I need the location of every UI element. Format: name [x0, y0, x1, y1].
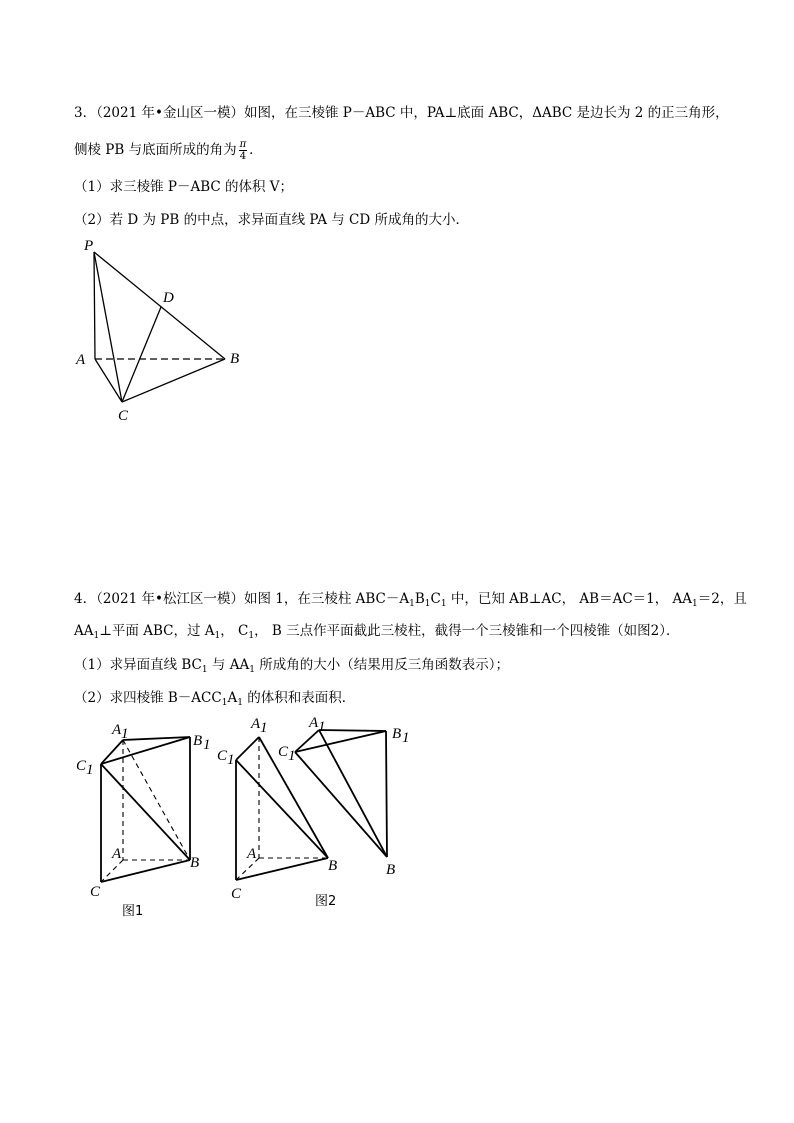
problem4-q2-part: 的体积和表面积．	[242, 690, 356, 706]
edge-PB	[94, 252, 225, 359]
fig2r-label-B: B	[386, 862, 396, 878]
fig2r-sub: 1	[402, 730, 410, 746]
fig2r-edge-C1B1	[295, 731, 386, 752]
subscript: 1	[214, 631, 221, 641]
fig1-label-C: C	[90, 884, 101, 900]
problem4-q1-part: （1）求异面直线 BC	[74, 657, 202, 673]
problem3-question2: （2）若 D 为 PB 的中点，求异面直线 PA 与 CD 所成角的大小．	[74, 212, 469, 228]
problem4-q1-part: 与 AA	[207, 657, 250, 673]
problem4-line2-part: ， B 三点作平面截此三棱柱，截得一个三棱锥和一个四棱锥（如图2）．	[254, 623, 680, 639]
angle-denominator: 4	[239, 151, 247, 162]
label-P: P	[84, 238, 94, 254]
subscript: 1	[440, 599, 447, 609]
fig2-label-C1: C	[217, 748, 228, 764]
fig1-hidden-A1B	[123, 740, 190, 860]
fig2-sub: 1	[227, 752, 235, 768]
subscript: 1	[237, 698, 243, 708]
fig2r-sub: 1	[288, 748, 296, 764]
subscript: 1	[248, 631, 255, 641]
fig2-label-B: B	[328, 858, 338, 874]
fig1-caption: 图1	[122, 904, 144, 919]
fig2-edge-C1A1	[236, 737, 259, 760]
angle-fraction	[239, 139, 248, 162]
fig1-label-C1: C	[76, 758, 87, 774]
prism-figures	[70, 712, 420, 922]
fig2r-edge-C1B	[295, 752, 387, 857]
problem3-line2-text: 侧棱 PB 与底面所成的角为	[74, 142, 237, 158]
problem4-q1-part: 所成角的大小（结果用反三角函数表示）；	[254, 657, 509, 673]
angle-numerator: π	[239, 139, 247, 150]
fig2-caption: 图2	[315, 894, 337, 909]
subscript: 1	[93, 631, 100, 641]
fig2r-sub: 1	[318, 719, 326, 735]
subscript: 1	[409, 599, 415, 609]
label-A: A	[76, 352, 86, 368]
fig2r-label-B1: B	[392, 726, 402, 742]
fig1-label-B: B	[190, 855, 200, 871]
subscript: 1	[201, 665, 208, 675]
fig1-label-B1: B	[193, 733, 203, 749]
problem4-line1-part: 4．（2021 年•松江区一模）如图 1，在三棱柱 ABC－A	[74, 591, 410, 607]
label-D: D	[163, 290, 174, 306]
fig1-label-A1: A	[112, 722, 122, 738]
fig2-label-A1: A	[251, 716, 261, 732]
problem4-line2-part: AA	[74, 623, 94, 639]
edge-PA	[94, 252, 95, 359]
fig2r-edge-A1B	[319, 730, 387, 857]
fig2r-edge-A1B1	[319, 730, 386, 731]
problem4-line2-part: ， C	[220, 623, 249, 639]
problem4-line1	[74, 590, 747, 613]
problem4-line1-part: 中，已知 AB⊥AC， AB＝AC＝1， AA	[446, 591, 693, 607]
fig1-sub: 1	[121, 726, 129, 742]
problem4-line2	[74, 622, 679, 645]
fig1-label-A: A	[112, 846, 122, 862]
problem3-question1: （1）求三棱锥 P－ABC 的体积 V；	[74, 179, 294, 195]
problem3-line1: 3．（2021 年•金山区一模）如图，在三棱锥 P－ABC 中，PA⊥底面 ABC，ΔABC 是边长为 2 的正三角形，	[74, 105, 729, 121]
problem4-question1	[74, 656, 509, 679]
problem3-line2	[74, 139, 263, 162]
label-C: C	[118, 408, 129, 424]
tetrahedron-figure	[70, 232, 260, 428]
subscript: 1	[249, 665, 255, 675]
fig1-sub: 1	[86, 762, 94, 778]
fig2r-label-C1: C	[278, 744, 289, 760]
fig2-label-A: A	[247, 846, 257, 862]
problem3-line2-end: ．	[249, 142, 263, 158]
fig1-edge-CB	[101, 860, 190, 882]
problem4-line1-part: C	[430, 591, 441, 607]
problem4-q2-part: （2）求四棱锥 B－ACC	[74, 690, 222, 706]
problem4-q2-part: A	[227, 690, 238, 706]
fig2-sub: 1	[260, 720, 268, 736]
problem4-line2-part: ⊥平面 ABC，过 A	[99, 623, 215, 639]
fig2r-edge-B1B	[386, 731, 387, 857]
problem4-line1-part: ＝2，且	[697, 591, 747, 607]
subscript: 1	[424, 599, 431, 609]
fig1-sub: 1	[203, 737, 211, 753]
label-B: B	[230, 351, 240, 367]
problem4-line1-part: B	[414, 591, 425, 607]
problem4-question2	[74, 689, 355, 712]
fig2r-label-A1: A	[309, 715, 319, 731]
subscript: 1	[221, 698, 228, 708]
subscript: 1	[692, 599, 698, 609]
fig2-label-C: C	[231, 886, 242, 902]
